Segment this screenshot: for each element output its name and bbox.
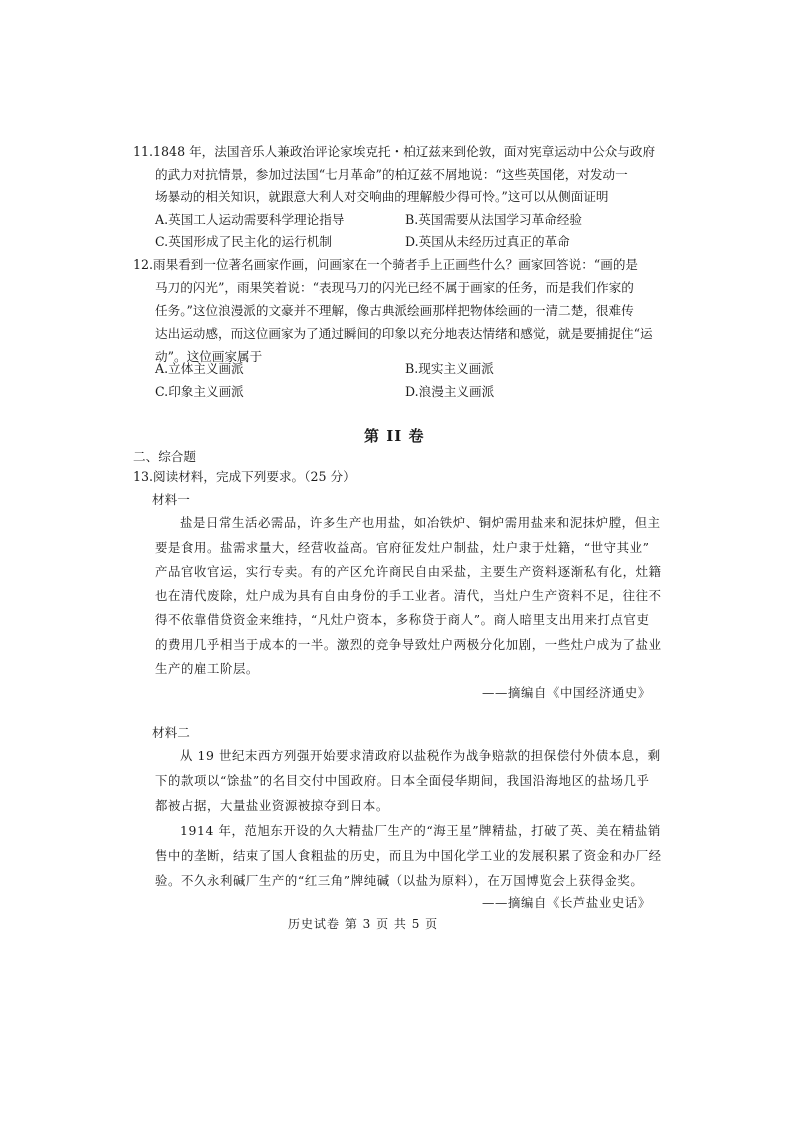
section-subtitle: 二、综合题 bbox=[133, 449, 196, 464]
page-footer: 历史试卷 第 3 页 共 5 页 bbox=[288, 917, 439, 931]
m1-line-2: 要是食用。盐需求量大，经营收益高。官府征发灶户制盐，灶户隶于灶籍，“世守其业” bbox=[155, 540, 650, 555]
m1-source: ——摘编自《中国经济通史》 bbox=[482, 685, 651, 700]
q11-option-d: D.英国从未经历过真正的革命 bbox=[405, 234, 570, 249]
m1-line-4: 也在清代废除，灶户成为具有自由身份的手工业者。清代，当灶户生产资料不足，往往不 bbox=[155, 588, 662, 603]
q12-line-2: 马刀的闪光”，雨果笑着说：“表现马刀的闪光已经不属于画家的任务，而是我们作家的 bbox=[155, 280, 634, 295]
m2-line-4: 1914 年，范旭东开设的久大精盐厂生产的“海王星”牌精盐，打破了英、美在精盐销 bbox=[180, 823, 662, 838]
q11-option-b: B.英国需要从法国学习革命经验 bbox=[405, 212, 582, 227]
m2-line-1: 从 19 世纪末西方列强开始要求清政府以盐税作为战争赔款的担保偿付外债本息，剩 bbox=[180, 748, 661, 763]
m1-line-3: 产品官收官运，实行专卖。有的产区允许商民自由采盐，主要生产资料逐渐私有化，灶籍 bbox=[155, 564, 662, 579]
m1-line-5: 得不依靠借贷资金来维持，“凡灶户资本，多称贷于商人”。商人暗里支出用来打点官吏 bbox=[155, 612, 650, 627]
material-two-label: 材料二 bbox=[152, 725, 190, 740]
q12-line-5: 动”。这位画家属于 bbox=[155, 349, 263, 364]
q11-line-1: 11.1848 年，法国音乐人兼政治评论家埃克托・柏辽兹来到伦敦，面对宪章运动中公众与政府 bbox=[133, 144, 656, 159]
q12-line-4: 达出运动感，而这位画家为了通过瞬间的印象以充分地表达情绪和感觉，就是要捕捉住“运 bbox=[155, 326, 653, 341]
m1-line-1: 盐是日常生活必需品，许多生产也用盐，如冶铁炉、铜炉需用盐来和泥抹炉膛，但主 bbox=[180, 515, 661, 530]
q11-line-2: 的武力对抗情景，参加过法国“七月革命”的柏辽兹不屑地说：“这些英国佬，对发动一 bbox=[155, 167, 628, 182]
m2-source: ——摘编自《长芦盐业史话》 bbox=[482, 895, 651, 910]
q11-line-3: 场暴动的相关知识，就跟意大利人对交响曲的理解般少得可怜。”这可以从侧面证明 bbox=[155, 189, 609, 204]
q12-option-c: C.印象主义画派 bbox=[155, 384, 244, 399]
q12-option-a: A.立体主义画派 bbox=[155, 361, 244, 376]
section-title: 第 II 卷 bbox=[364, 427, 425, 445]
q13-prompt: 13.阅读材料，完成下列要求。（25 分） bbox=[133, 469, 356, 484]
m1-line-6: 的费用几乎相当于成本的一半。激烈的竞争导致灶户两极分化加剧，一些灶户成为了盐业 bbox=[155, 637, 662, 652]
m2-line-6: 验。不久永利碱厂生产的“红三角”牌纯碱（以盐为原料），在万国博览会上获得金奖。 bbox=[155, 873, 644, 888]
q12-line-1: 12.雨果看到一位著名画家作画，问画家在一个骑者手上正画些什么？画家回答说：“画的是 bbox=[133, 257, 639, 272]
m2-line-3: 都被占据，大量盐业资源被掠夺到日本。 bbox=[155, 798, 389, 813]
m1-line-7: 生产的雇工阶层。 bbox=[155, 661, 259, 676]
material-one-label: 材料一 bbox=[152, 492, 190, 507]
q11-option-c: C.英国形成了民主化的运行机制 bbox=[155, 234, 332, 249]
q12-line-3: 任务。”这位浪漫派的文豪并不理解，像古典派绘画那样把物体绘画的一清二楚，很难传 bbox=[155, 303, 634, 318]
q12-option-d: D.浪漫主义画派 bbox=[405, 384, 495, 399]
q12-option-b: B.现实主义画派 bbox=[405, 361, 494, 376]
q11-option-a: A.英国工人运动需要科学理论指导 bbox=[155, 212, 345, 227]
m2-line-5: 售中的垄断，结束了国人食粗盐的历史，而且为中国化学工业的发展积累了资金和办厂经 bbox=[155, 848, 662, 863]
m2-line-2: 下的款项以“馀盐”的名目交付中国政府。日本全面侵华期间，我国沿海地区的盐场几乎 bbox=[155, 773, 650, 788]
